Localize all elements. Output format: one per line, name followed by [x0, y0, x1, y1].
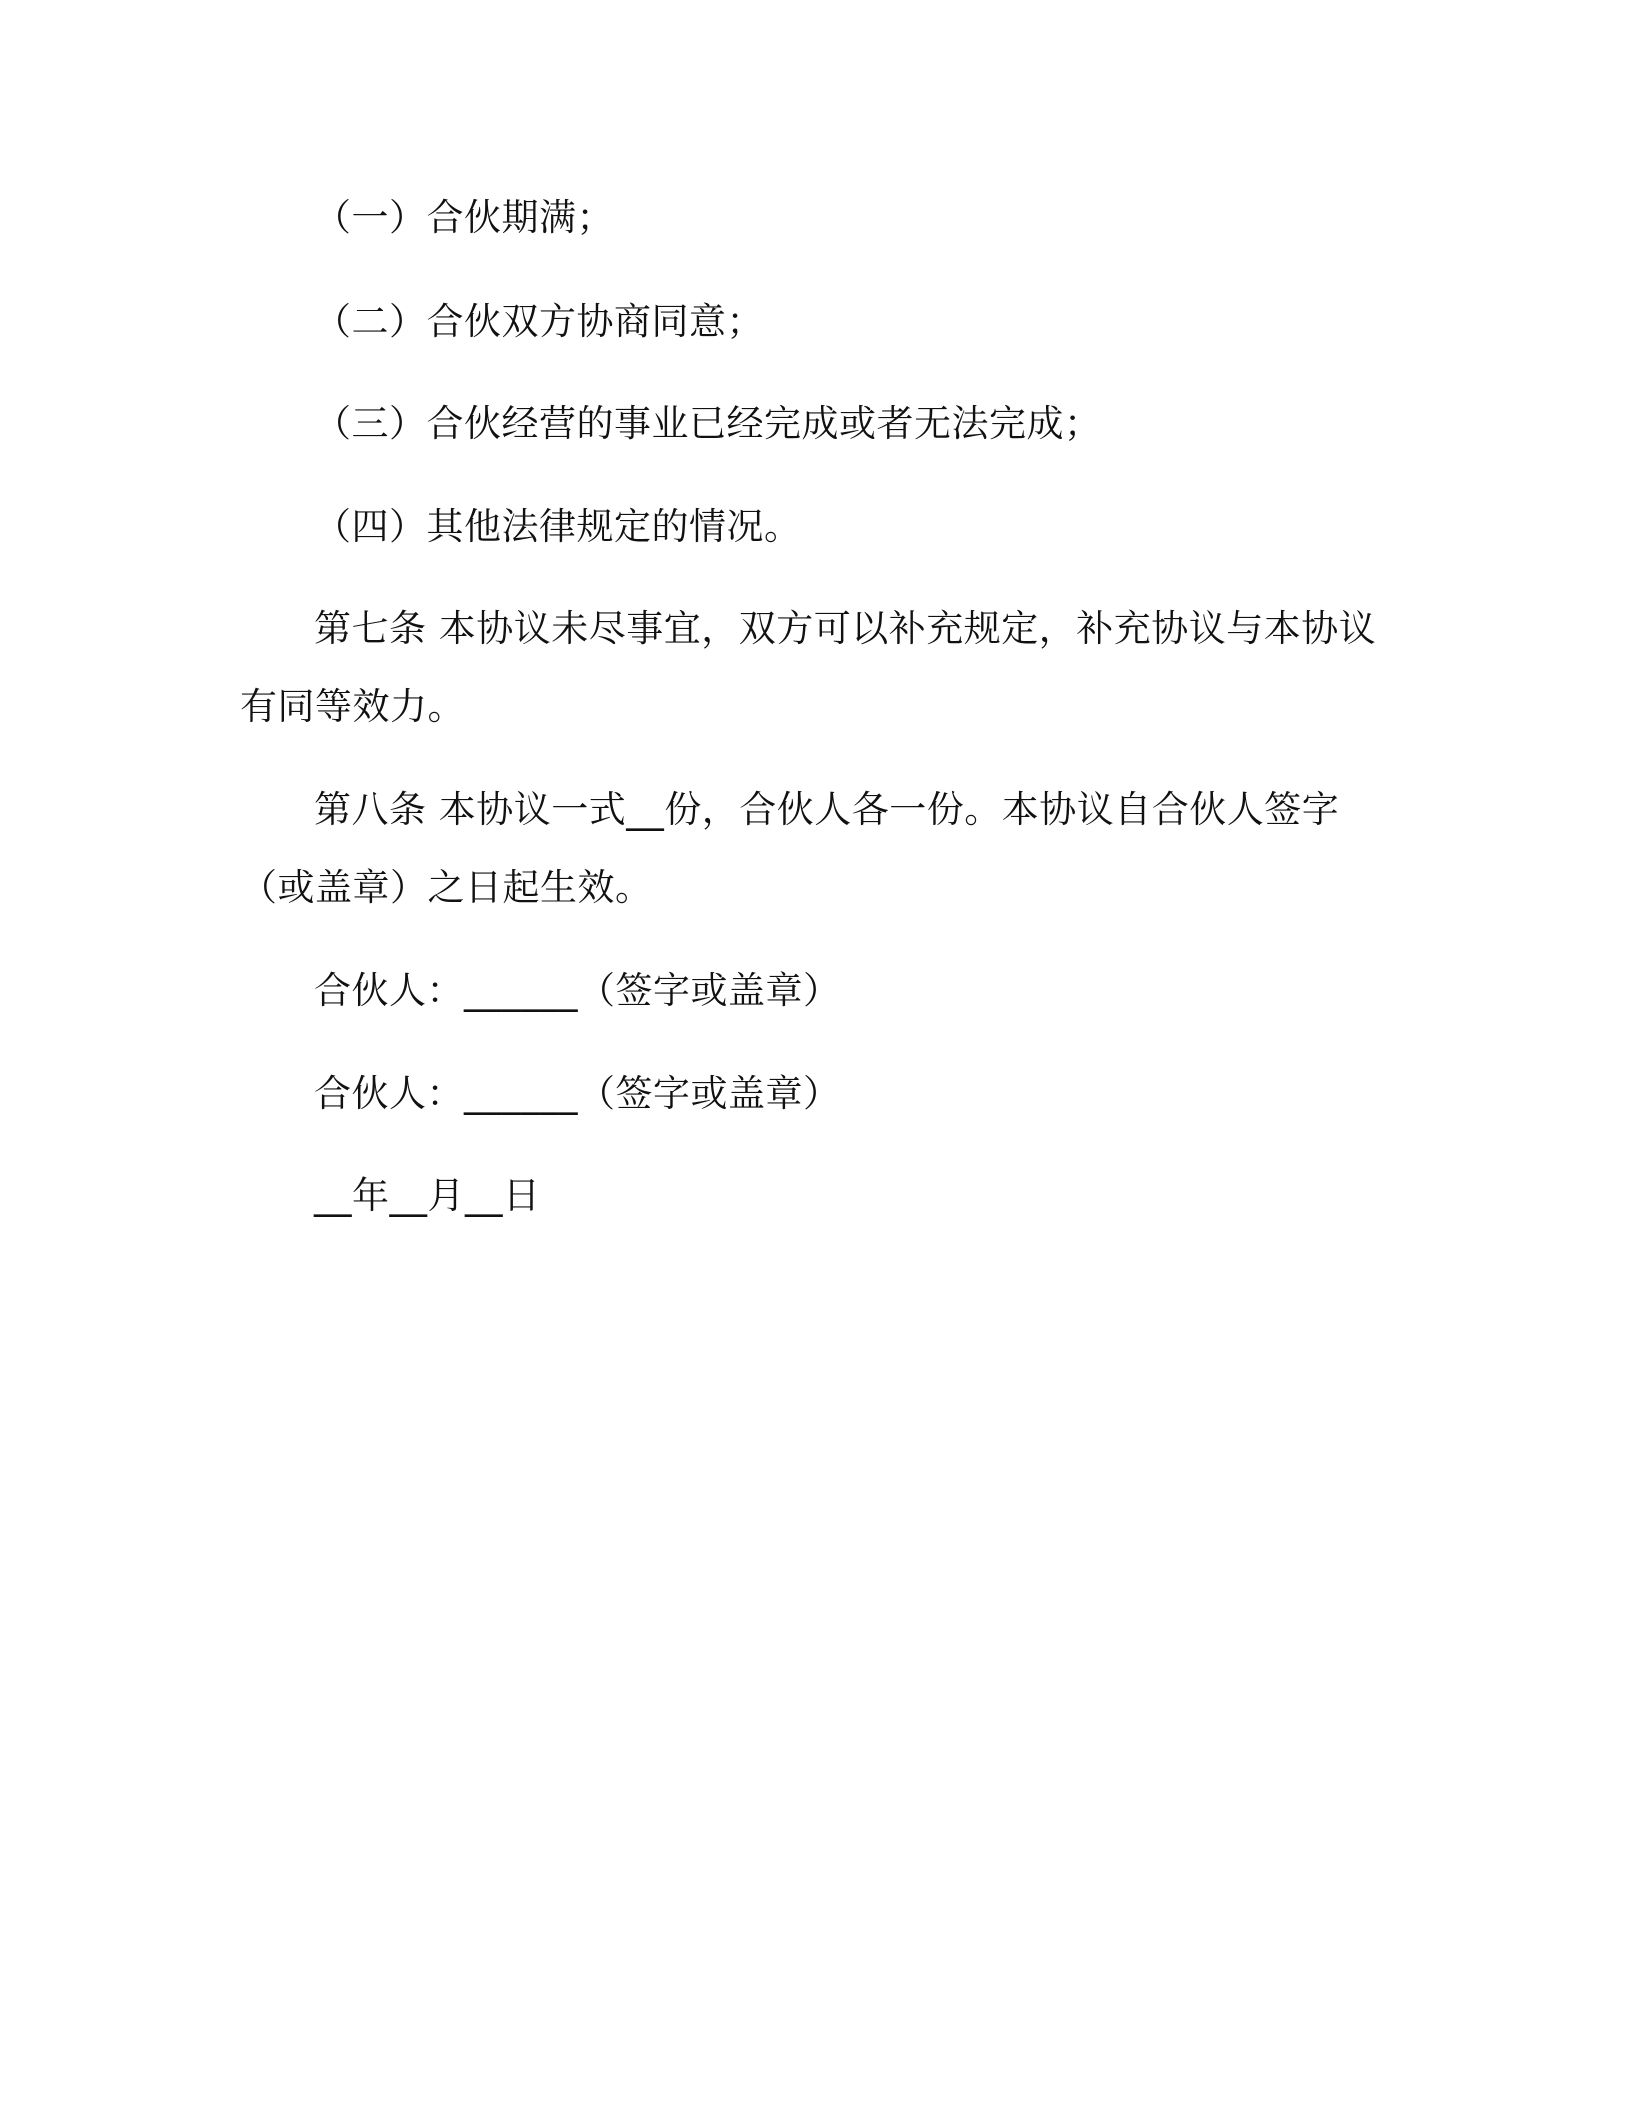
clause-item-2: （二）合伙双方协商同意； [314, 300, 764, 343]
signature-line-2: 合伙人：______（签字或盖章） [314, 1072, 841, 1115]
article-7-line-2: 有同等效力。 [240, 685, 465, 728]
clause-item-3: （三）合伙经营的事业已经完成或者无法完成； [314, 402, 1102, 445]
signature-line-1: 合伙人：______（签字或盖章） [314, 969, 841, 1012]
article-8-line-1: 第八条 本协议一式__份，合伙人各一份。本协议自合伙人签字 [314, 788, 1340, 831]
article-7-line-1: 第七条 本协议未尽事宜，双方可以补充规定，补充协议与本协议 [314, 607, 1377, 650]
article-8-line-2: （或盖章）之日起生效。 [240, 866, 653, 909]
date-line: __年__月__日 [314, 1174, 541, 1217]
clause-item-1: （一）合伙期满； [314, 196, 614, 239]
clause-item-4: （四）其他法律规定的情况。 [314, 505, 802, 548]
